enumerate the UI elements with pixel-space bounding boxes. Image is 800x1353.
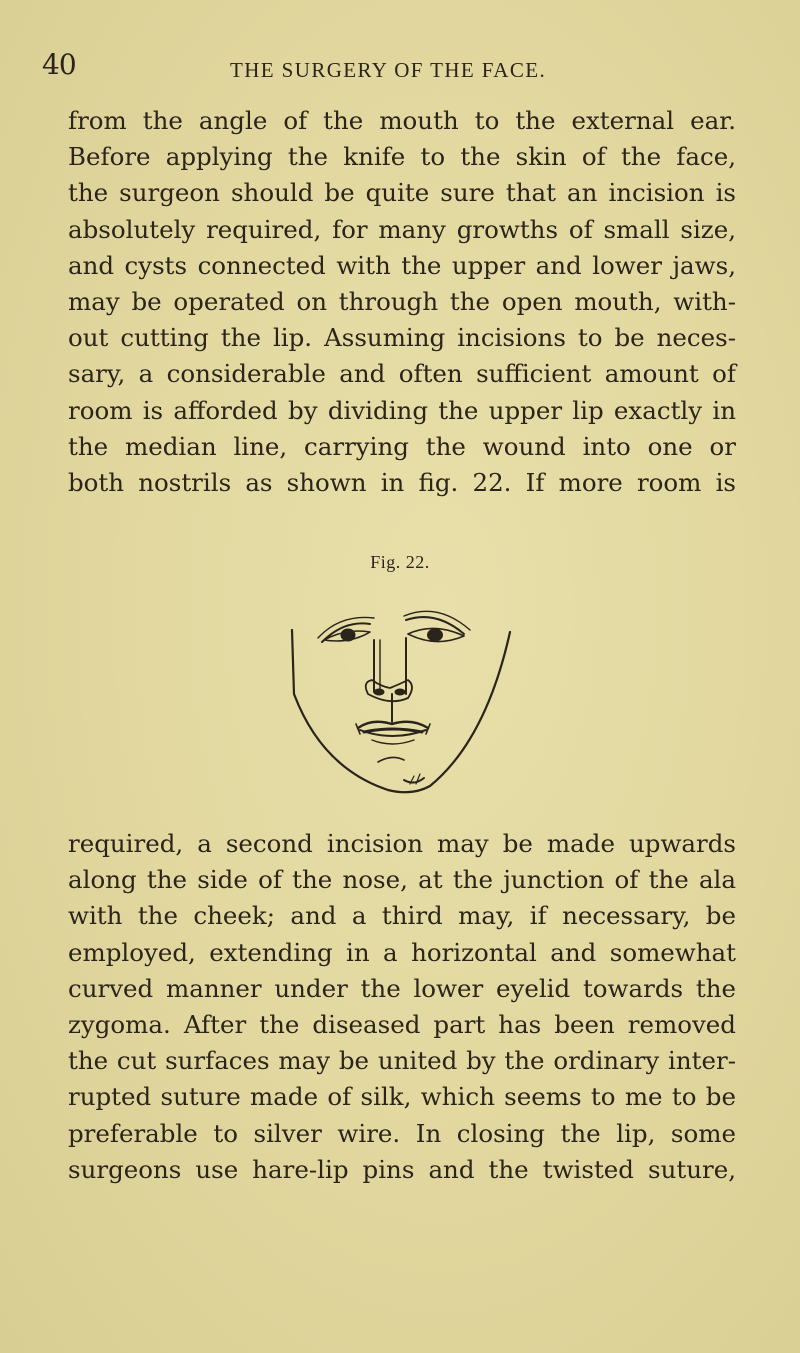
text-line: the surgeon should be quite sure that an incision is [68, 178, 736, 208]
text-line: both nostrils as shown in fig. 22. If more room is [68, 468, 736, 498]
text-line: zygoma. After the diseased part has been removed [68, 1010, 736, 1040]
text-line: with the cheek; and a third may, if necessary, be [68, 901, 736, 931]
text-line: from the angle of the mouth to the external ear. [68, 106, 736, 135]
chin-icon [378, 757, 424, 784]
text-line: sary, a considerable and often sufficient amount of [68, 359, 736, 389]
text-line: along the side of the nose, at the junction of the ala [68, 865, 736, 895]
mouth-icon [356, 722, 430, 744]
text-line: preferable to silver wire. In closing the lip, some [68, 1118, 736, 1148]
text-line: the cut surfaces may be united by the ordinary inter- [68, 1046, 736, 1076]
text-line: Before applying the knife to the skin of the face, [68, 142, 736, 172]
running-head [42, 48, 742, 88]
text-line: absolutely required, for many growths of small size, [68, 214, 736, 244]
right-eye-icon [404, 611, 470, 641]
nose-icon [366, 638, 412, 701]
text-line: room is afforded by dividing the upper lip exactly in [68, 395, 736, 425]
text-line: rupted suture made of silk, which seems to me to be [68, 1082, 736, 1112]
running-title: THE SURGERY OF THE FACE. [230, 58, 547, 82]
figure-caption: Fig. 22. [370, 552, 430, 572]
text-line: and cysts connected with the upper and lower jaws, [68, 250, 736, 280]
page-number: 40 [42, 48, 76, 81]
paragraph-bottom [68, 826, 736, 1188]
text-line: employed, extending in a horizontal and somewhat [68, 937, 736, 967]
face-incision-illustration [280, 590, 520, 800]
text-line: out cutting the lip. Assuming incisions to be neces- [68, 323, 736, 353]
text-line: surgeons use hare-lip pins and the twisted suture, [68, 1154, 736, 1184]
paragraph-top [68, 103, 736, 501]
face-outline [292, 630, 510, 792]
text-line: the median line, carrying the wound into one or [68, 431, 736, 461]
left-eye-icon [318, 617, 374, 642]
text-line: may be operated on through the open mouth, with- [68, 287, 736, 317]
text-line: curved manner under the lower eyelid towards the [68, 973, 736, 1003]
text-line: required, a second incision may be made upwards [68, 829, 736, 858]
